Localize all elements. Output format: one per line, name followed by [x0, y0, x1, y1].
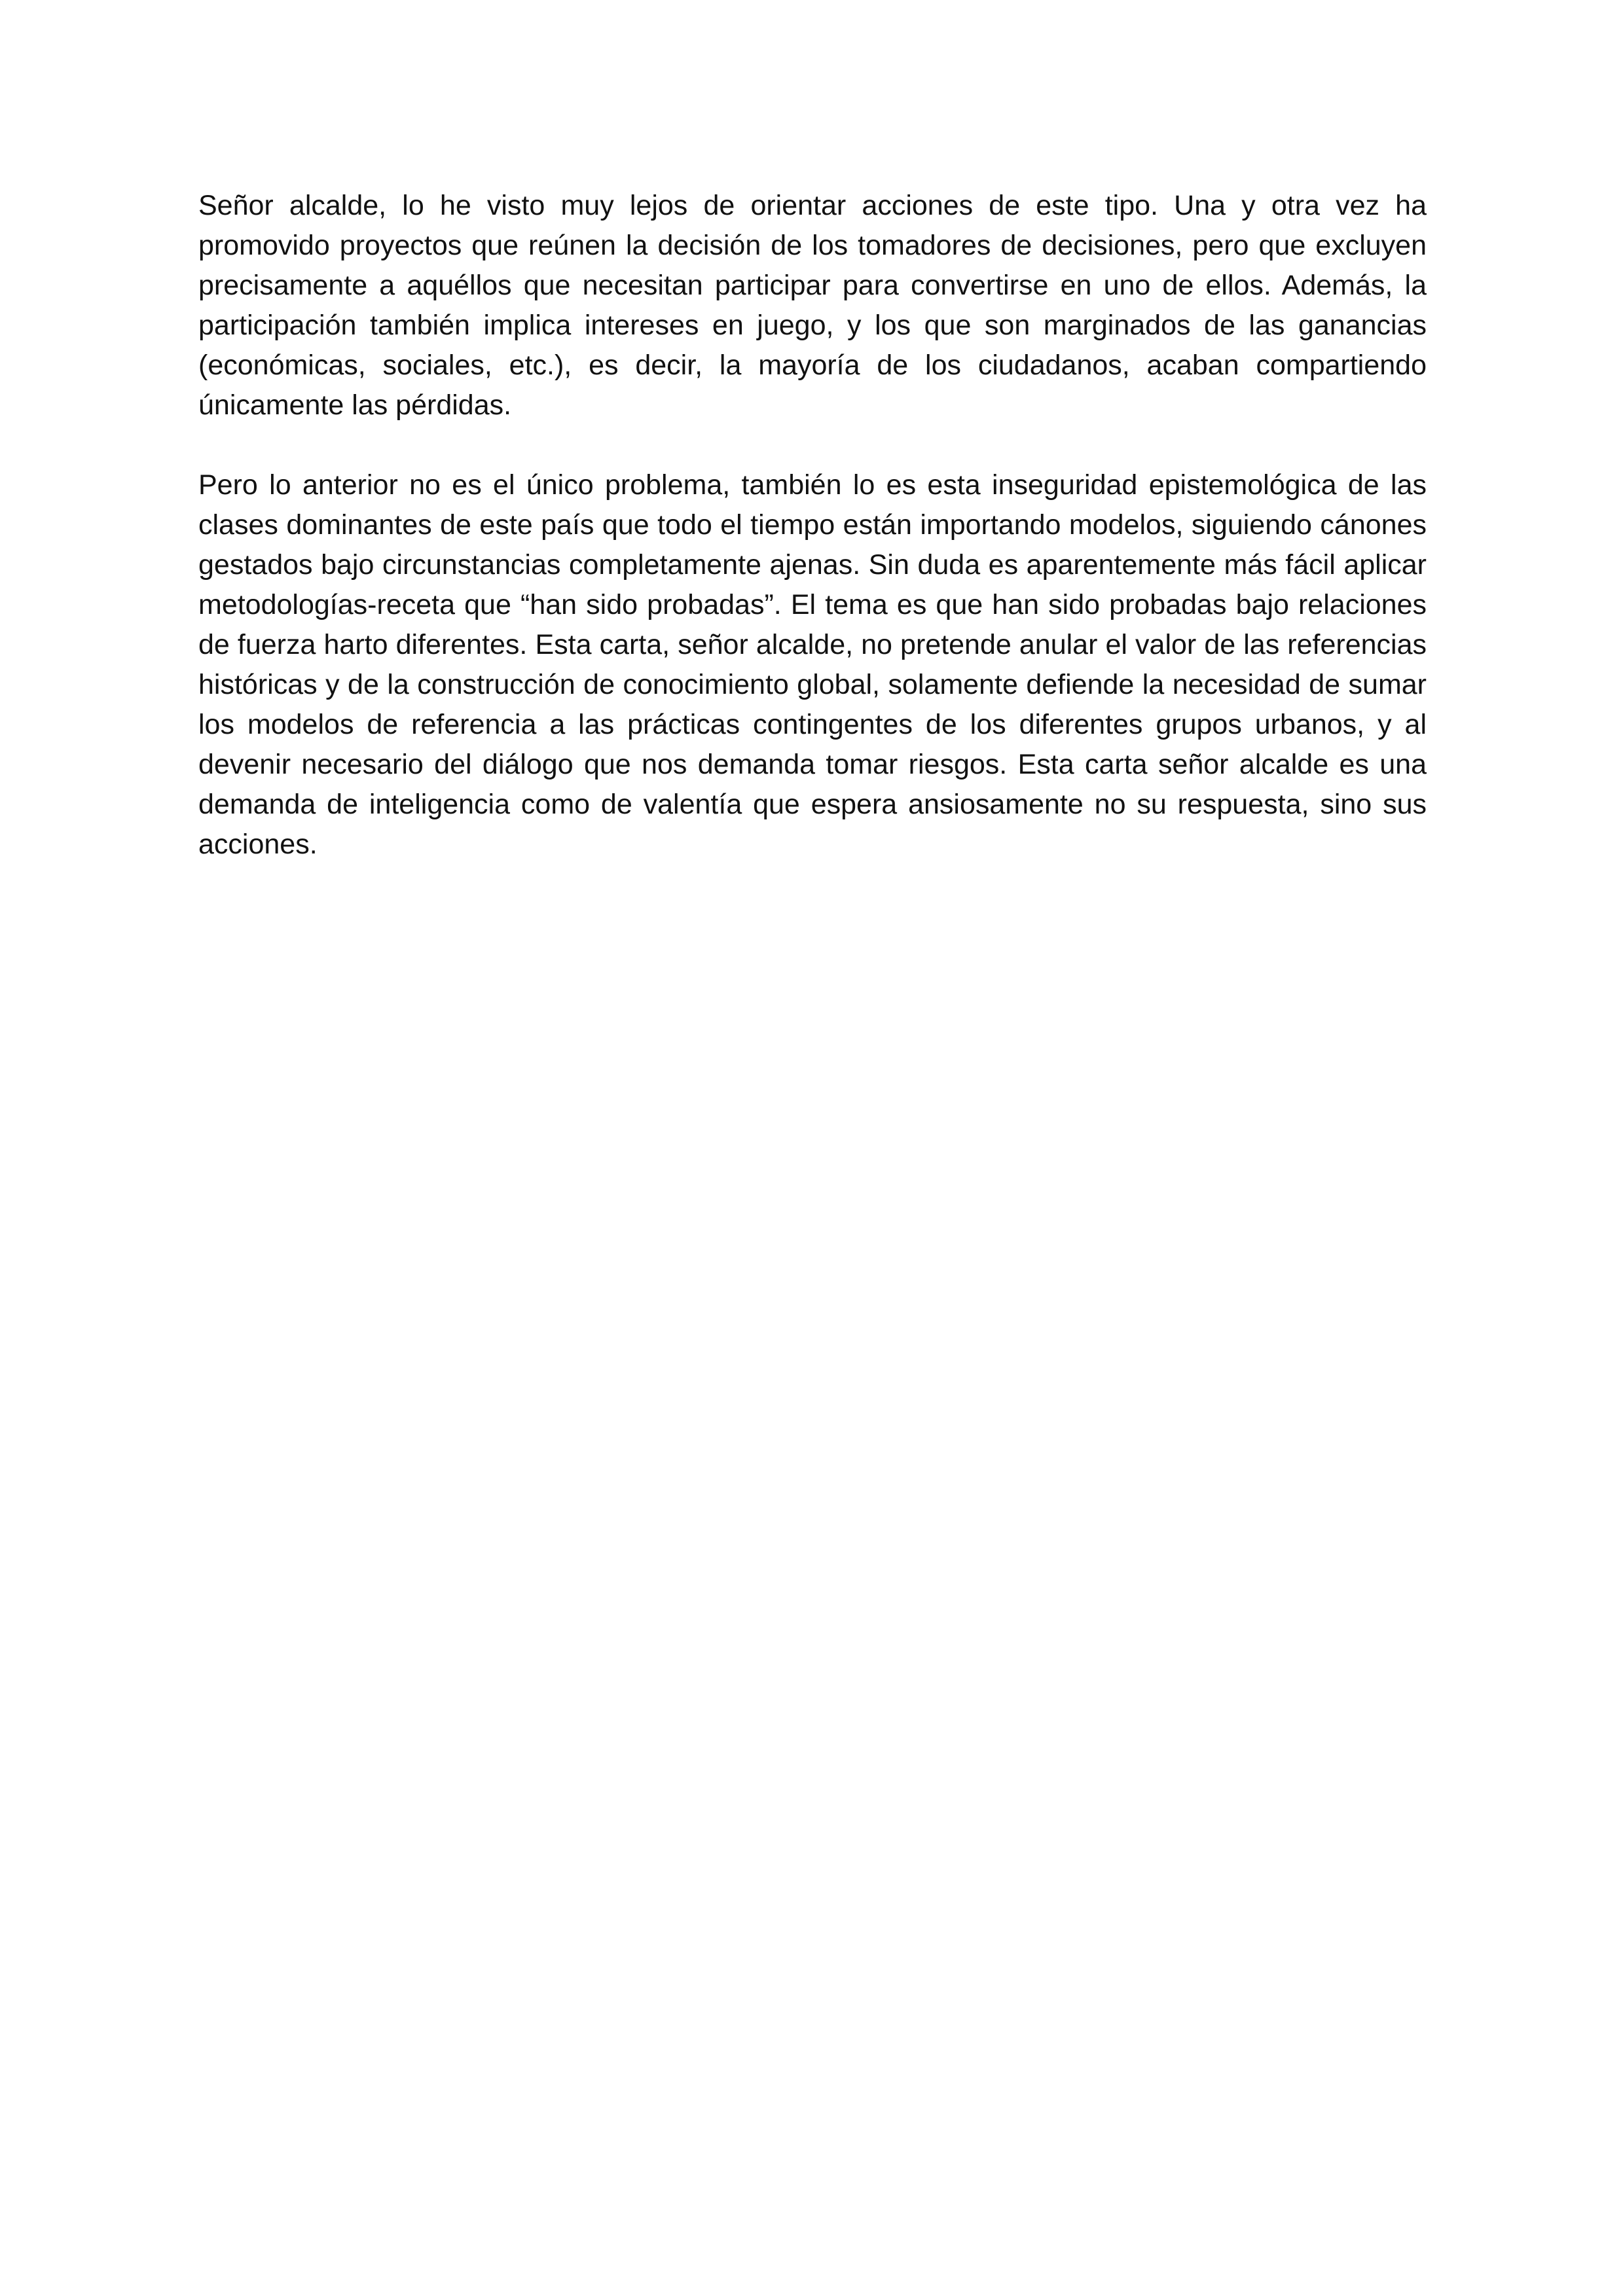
letter-body: [198, 186, 1427, 905]
paragraph-1: Señor alcalde, lo he visto muy lejos de orientar acciones de este tipo. Una y otra vez ha promovido proyectos que reúnen la decisión de los tomadores de decisiones, pero que excluyen precisamente a aquéllos que necesitan participar para convertirse en uno de ellos. Además, la participación también implica intereses en juego, y los que son marginados de las ganancias (económicas, sociales, etc.), es decir, la mayoría de los ciudadanos, acaban compartiendo únicamente las pérdidas.: [198, 190, 1427, 421]
paragraph-2: Pero lo anterior no es el único problema, también lo es esta inseguridad epistemológica de las clases dominantes de este país que todo el tiempo están importando modelos, siguiendo cánones gestados bajo circunstancias completamente ajenas. Sin duda es aparentemente más fácil aplicar metodologías-receta que “han sido probadas”. El tema es que han sido probadas bajo relaciones de fuerza harto diferentes. Esta carta, señor alcalde, no pretende anular el valor de las referencias históricas y de la construcción de conocimiento global, solamente defiende la necesidad de sumar los modelos de referencia a las prácticas contingentes de los diferentes grupos urbanos, y al devenir necesario del diálogo que nos demanda tomar riesgos. Esta carta señor alcalde es una demanda de inteligencia como de valentía que espera ansiosamente no su respuesta, sino sus acciones.: [198, 469, 1427, 860]
